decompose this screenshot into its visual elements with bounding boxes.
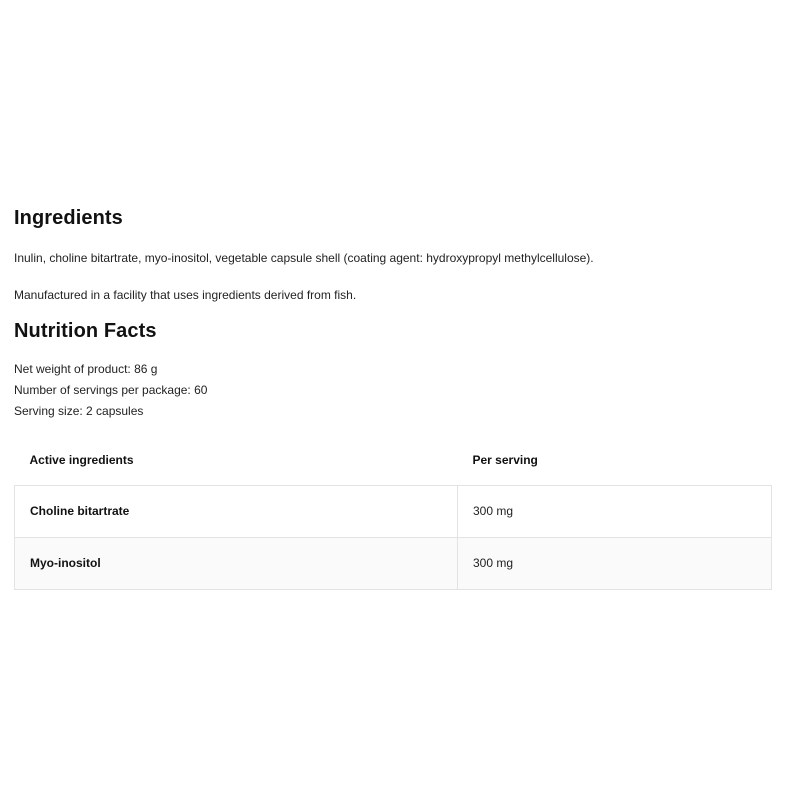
product-info <box>14 205 772 590</box>
net-weight: Net weight of product: 86 g <box>14 362 158 376</box>
ingredient-name: Myo-inositol <box>15 537 458 589</box>
nutrition-summary <box>14 359 772 422</box>
allergen-note: Manufactured in a facility that uses ingredients derived from fish. <box>14 288 357 302</box>
nutrition-facts-heading: Nutrition Facts <box>14 320 157 342</box>
ingredients-heading: Ingredients <box>14 207 123 229</box>
serving-size: Serving size: 2 capsules <box>14 404 144 418</box>
table-row <box>15 485 772 537</box>
ingredient-amount: 300 mg <box>458 537 772 589</box>
table-row <box>15 537 772 589</box>
table-header-row <box>15 435 772 485</box>
nutrition-table <box>14 435 772 590</box>
ingredient-name: Choline bitartrate <box>15 485 458 537</box>
servings-per-package: Number of servings per package: 60 <box>14 383 208 397</box>
ingredient-amount: 300 mg <box>458 485 772 537</box>
column-header-active-ingredients: Active ingredients <box>15 435 458 485</box>
ingredients-list: Inulin, choline bitartrate, myo-inositol, vegetable capsule shell (coating agent: hydroxypropyl methylcellulose). <box>14 251 594 265</box>
column-header-per-serving: Per serving <box>458 435 772 485</box>
